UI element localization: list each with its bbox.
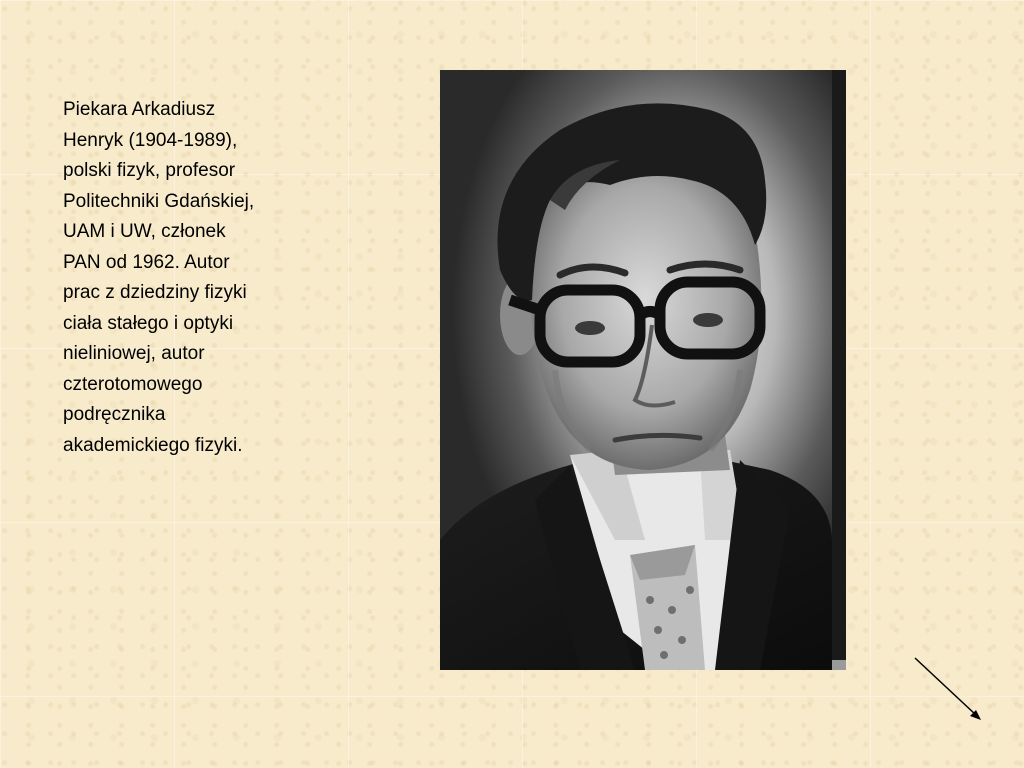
portrait-photo: [440, 70, 846, 670]
portrait-illustration: [440, 70, 846, 670]
bio-text: Piekara Arkadiusz Henryk (1904-1989), polski fizyk, profesor Politechniki Gdańskiej, UAM i UW, członek PAN od 1962. Autor prac z dziedziny fizyki ciała stałego i optyki nieliniowej, autor czterotomowego podręcznika akademickiego fizyki.: [63, 99, 255, 456]
next-slide-arrow-icon[interactable]: [910, 652, 986, 728]
